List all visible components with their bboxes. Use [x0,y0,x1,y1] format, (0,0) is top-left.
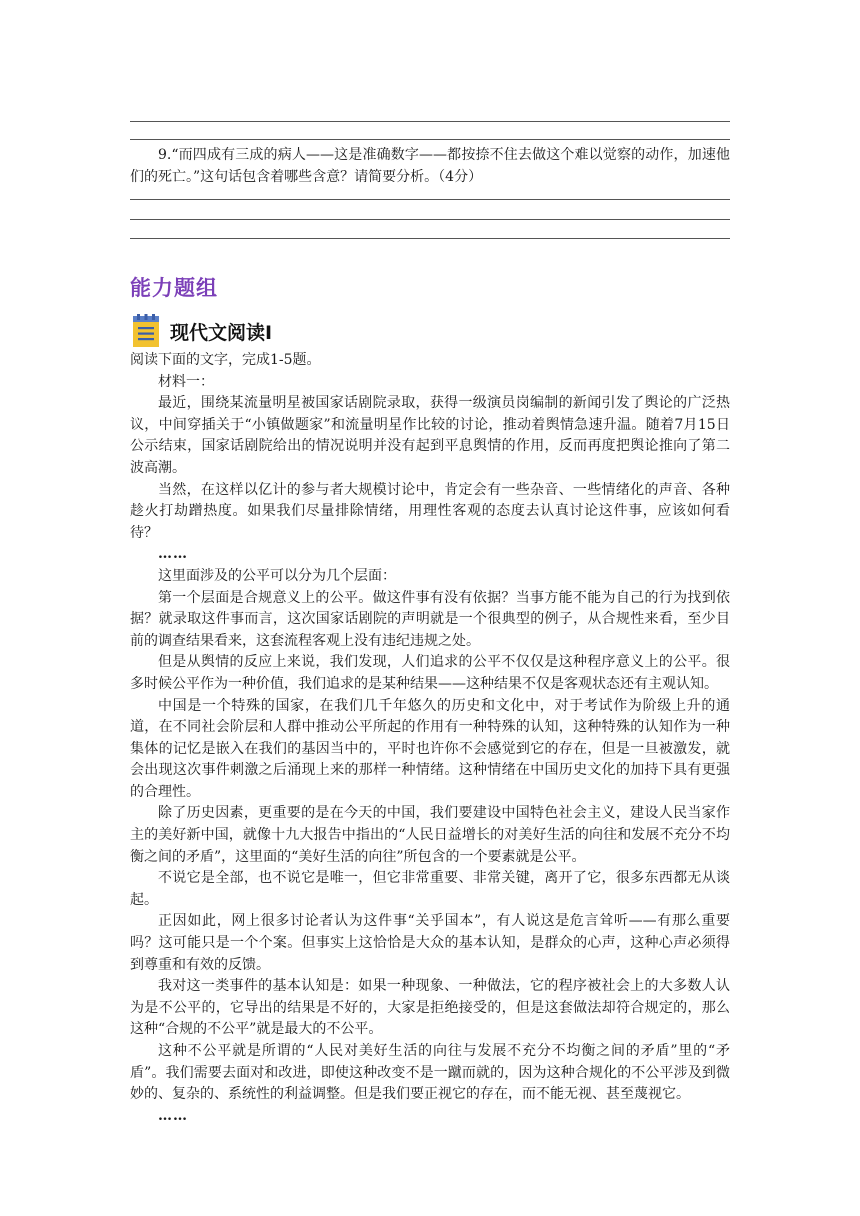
paragraph: 最近，围绕某流量明星被国家话剧院录取，获得一级演员岗编制的新闻引发了舆论的广泛热议，中间穿插关于“小镇做题家”和流量明星作比较的讨论，推动着舆情急速升温。随着7月15日公示结束，国家话剧院给出的情况说明并没有起到平息舆情的作用，反而再度把舆论推向了第二波高潮。 [130,395,730,476]
paragraph: 中国是一个特殊的国家，在我们几千年悠久的历史和文化中，对于考试作为阶级上升的通道，在不同社会阶层和人群中推动公平所起的作用有一种特殊的认知，这种特殊的认知作为一种集体的记忆是嵌入在我们的基因当中的，平时也许你不会感觉到它的存在，但是一旦被激发，就会出现这次事件刺激之后涌现上来的那样一种情绪。这种情绪在中国历史文化的加持下具有更强的合理性。 [130,697,730,800]
paragraph: 我对这一类事件的基本认知是：如果一种现象、一种做法，它的程序被社会上的大多数人认为是不公平的，它导出的结果是不好的，大家是拒绝接受的，但是这套做法却符合规定的，那么这种“合规的不公平”就是最大的不公平。 [130,978,730,1038]
answer-line[interactable] [130,238,730,239]
question-9: 9.“而四成有三成的病人——这是准确数字——都按捺不住去做这个难以觉察的动作，加速他们的死亡。”这句话包含着哪些含意？请简要分析。（4分） [130,147,730,185]
paragraph: 这种不公平就是所谓的“人民对美好生活的向往与发展不充分不均衡之间的矛盾”里的“矛盾”。我们需要去面对和改进，即使这种改变不是一蹴而就的，因为这种合规化的不公平涉及到微妙的、复杂的、系统性的利益调整。但是我们要正视它的存在，而不能无视、甚至蔑视它。 [130,1043,730,1103]
ellipsis: …… [158,1107,188,1124]
subsection-title: 现代文阅读Ⅰ [170,321,273,344]
reading-instruction: 阅读下面的文字，完成1-5题。 [130,352,321,368]
ellipsis: …… [158,546,188,563]
answer-line[interactable] [130,121,730,122]
article-body [130,350,730,1127]
answer-line[interactable] [130,139,730,140]
answer-line[interactable] [130,199,730,200]
paragraph: 但是从舆情的反应上来说，我们发现，人们追求的公平不仅仅是这种程序意义上的公平。很多时候公平作为一种价值，我们追求的是某种结果——这种结果不仅是客观状态还有主观认知。 [130,654,730,692]
paragraph: 这里面涉及的公平可以分为几个层面： [158,567,396,584]
subsection-header [130,314,272,348]
paragraph: 除了历史因素，更重要的是在今天的中国，我们要建设中国特色社会主义，建设人民当家作主的美好新中国，就像十九大报告中指出的“人民日益增长的对美好生活的向往和发展不充分不均衡之间的矛盾”，这里面的“美好生活的向往”所包含的一个要素就是公平。 [130,805,730,865]
paragraph: 不说它是全部，也不说它是唯一，但它非常重要、非常关键，离开了它，很多东西都无从谈起。 [130,870,730,908]
answer-line[interactable] [130,219,730,220]
material-label: 材料一： [158,373,214,390]
paragraph: 正因如此，网上很多讨论者认为这件事“关乎国本”，有人说这是危言耸听——有那么重要吗？这可能只是一个个案。但事实上这恰恰是大众的基本认知，是群众的心声，这种心声必须得到尊重和有效的反馈。 [130,913,730,973]
paragraph: 当然，在这样以亿计的参与者大规模讨论中，肯定会有一些杂音、一些情绪化的声音、各种趁火打劫蹭热度。如果我们尽量排除情绪，用理性客观的态度去认真讨论这件事，应该如何看待？ [130,481,730,541]
document-list-icon [130,314,162,348]
section-title: 能力题组 [130,276,218,300]
paragraph: 第一个层面是合规意义上的公平。做这件事有没有依据？当事方能不能为自己的行为找到依据？就录取这件事而言，这次国家话剧院的声明就是一个很典型的例子，从合规性来看，至少目前的调查结果看来，这套流程客观上没有违纪违规之处。 [130,589,730,649]
